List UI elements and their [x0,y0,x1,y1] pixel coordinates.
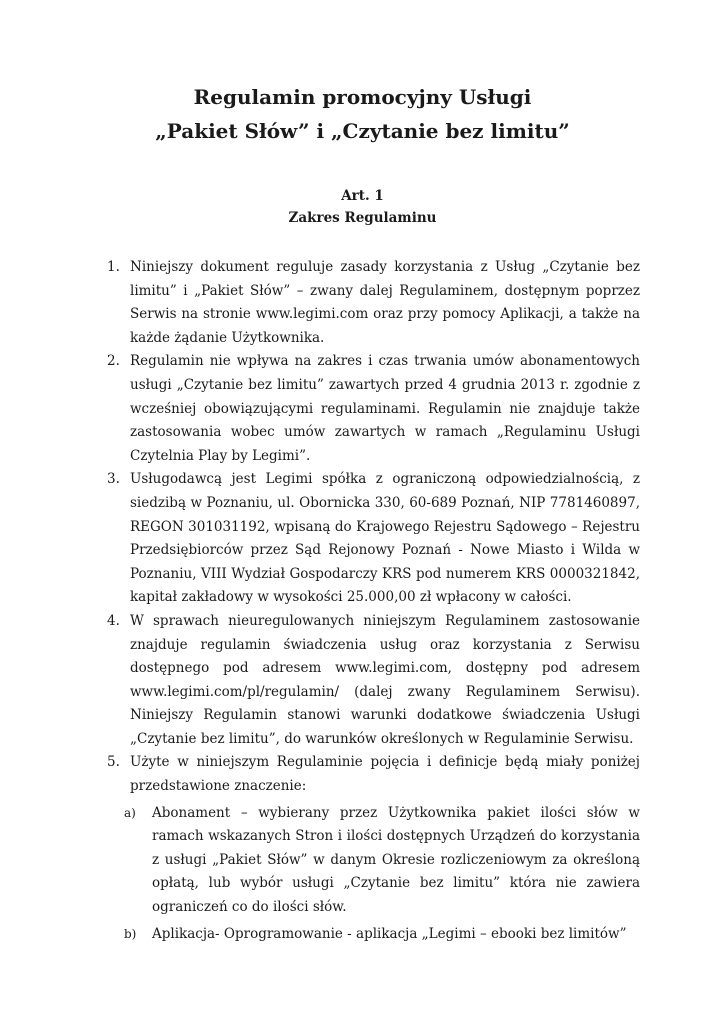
list-item-number: 5. [107,754,120,771]
list-item-text: Usługodawcą jest Legimi spółka z ograniczoną odpowiedzialnością, z siedzibą w Poznaniu, ul. Obornicka 330, 60-689 Poznań, NIP 7781460897, REGON 301031192, wpisaną do Krajowego Rejestru Sądowego – Rejestru Przedsiębiorców przez Sąd Rejonowy Poznań - Nowe Miasto i Wilda w Poznaniu, VIII Wydział Gospodarczy KRS pod numerem KRS 0000321842, kapitał zakładowy w wysokości 25.000,00 zł wpłacony w całości. [130,471,640,606]
list-item [107,610,640,752]
list-item [107,256,640,350]
document-title-line-2: „Pakiet Słów” i „Czytanie bez limitu” [155,119,570,143]
list-item [107,751,640,798]
list-item-number: 2. [107,353,120,370]
sub-list-item-letter: b) [124,926,137,941]
list-item-number: 1. [107,259,120,275]
list-item [107,468,640,610]
numbered-list [107,256,640,946]
list-item-number: 3. [107,471,120,488]
sub-list-item-text: Abonament – wybierany przez Użytkownika pakiet ilości słów w ramach wskazanych Stron i ilości dostępnych Urządzeń do korzystania z usługi „Pakiet Słów” w danym Okresie rozliczeniowym za określoną opłatą, lub wybór usługi „Czytanie bez limitu” która nie zawiera ograniczeń co do ilości słów. [152,804,640,916]
sub-list-item-text: Aplikacja- Oprogramowanie - aplikacja „Legimi – ebooki bez limitów” [152,925,627,942]
list-item-text: W sprawach nieuregulowanych niniejszym Regulaminem zastosowanie znajduje regulamin świadczenia usług oraz korzystania z Serwisu dostępnego pod adresem www.legimi.com, dostępny pod adresem www.legimi.com/pl/regulamin/ (dalej zwany Regulaminem Serwisu). Niniejszy Regulamin stanowi warunki dodatkowe świadczenia Usługi „Czytanie bez limitu”, do warunków określonych w Regulaminie Serwisu. [130,612,640,747]
document-title-line-1: Regulamin promocyjny Usługi [193,85,532,109]
article-number: Art. 1 [341,188,384,204]
list-item-text: Użyte w niniejszym Regulaminie pojęcia i definicje będą miały poniżej przedstawione znaczenie: [130,754,640,795]
article-title: Zakres Regulaminu [288,210,437,226]
list-item-text: Niniejszy dokument reguluje zasady korzystania z Usług „Czytanie bez limitu” i „Pakiet Słów” – zwany dalej Regulaminem, dostępnym poprzez Serwis na stronie www.legimi.com oraz przy pomocy Aplikacji, a także na każde żądanie Użytkownika. [130,259,640,346]
list-item-number: 4. [107,612,120,629]
sub-list-item [107,923,640,947]
list-item [107,350,640,468]
sub-list-item-letter: a) [124,805,136,820]
list-item-text: Regulamin nie wpływa na zakres i czas trwania umów abonamentowych usługi „Czytanie bez limitu” zawartych przed 4 grudnia 2013 r. zgodnie z wcześniej obowiązującymi regulaminami. Regulamin nie znajduje także zastosowania wobec umów zawartych w ramach „Regulaminu Usługi Czytelnia Play by Legimi”. [130,353,640,464]
sub-list-item [107,802,640,920]
